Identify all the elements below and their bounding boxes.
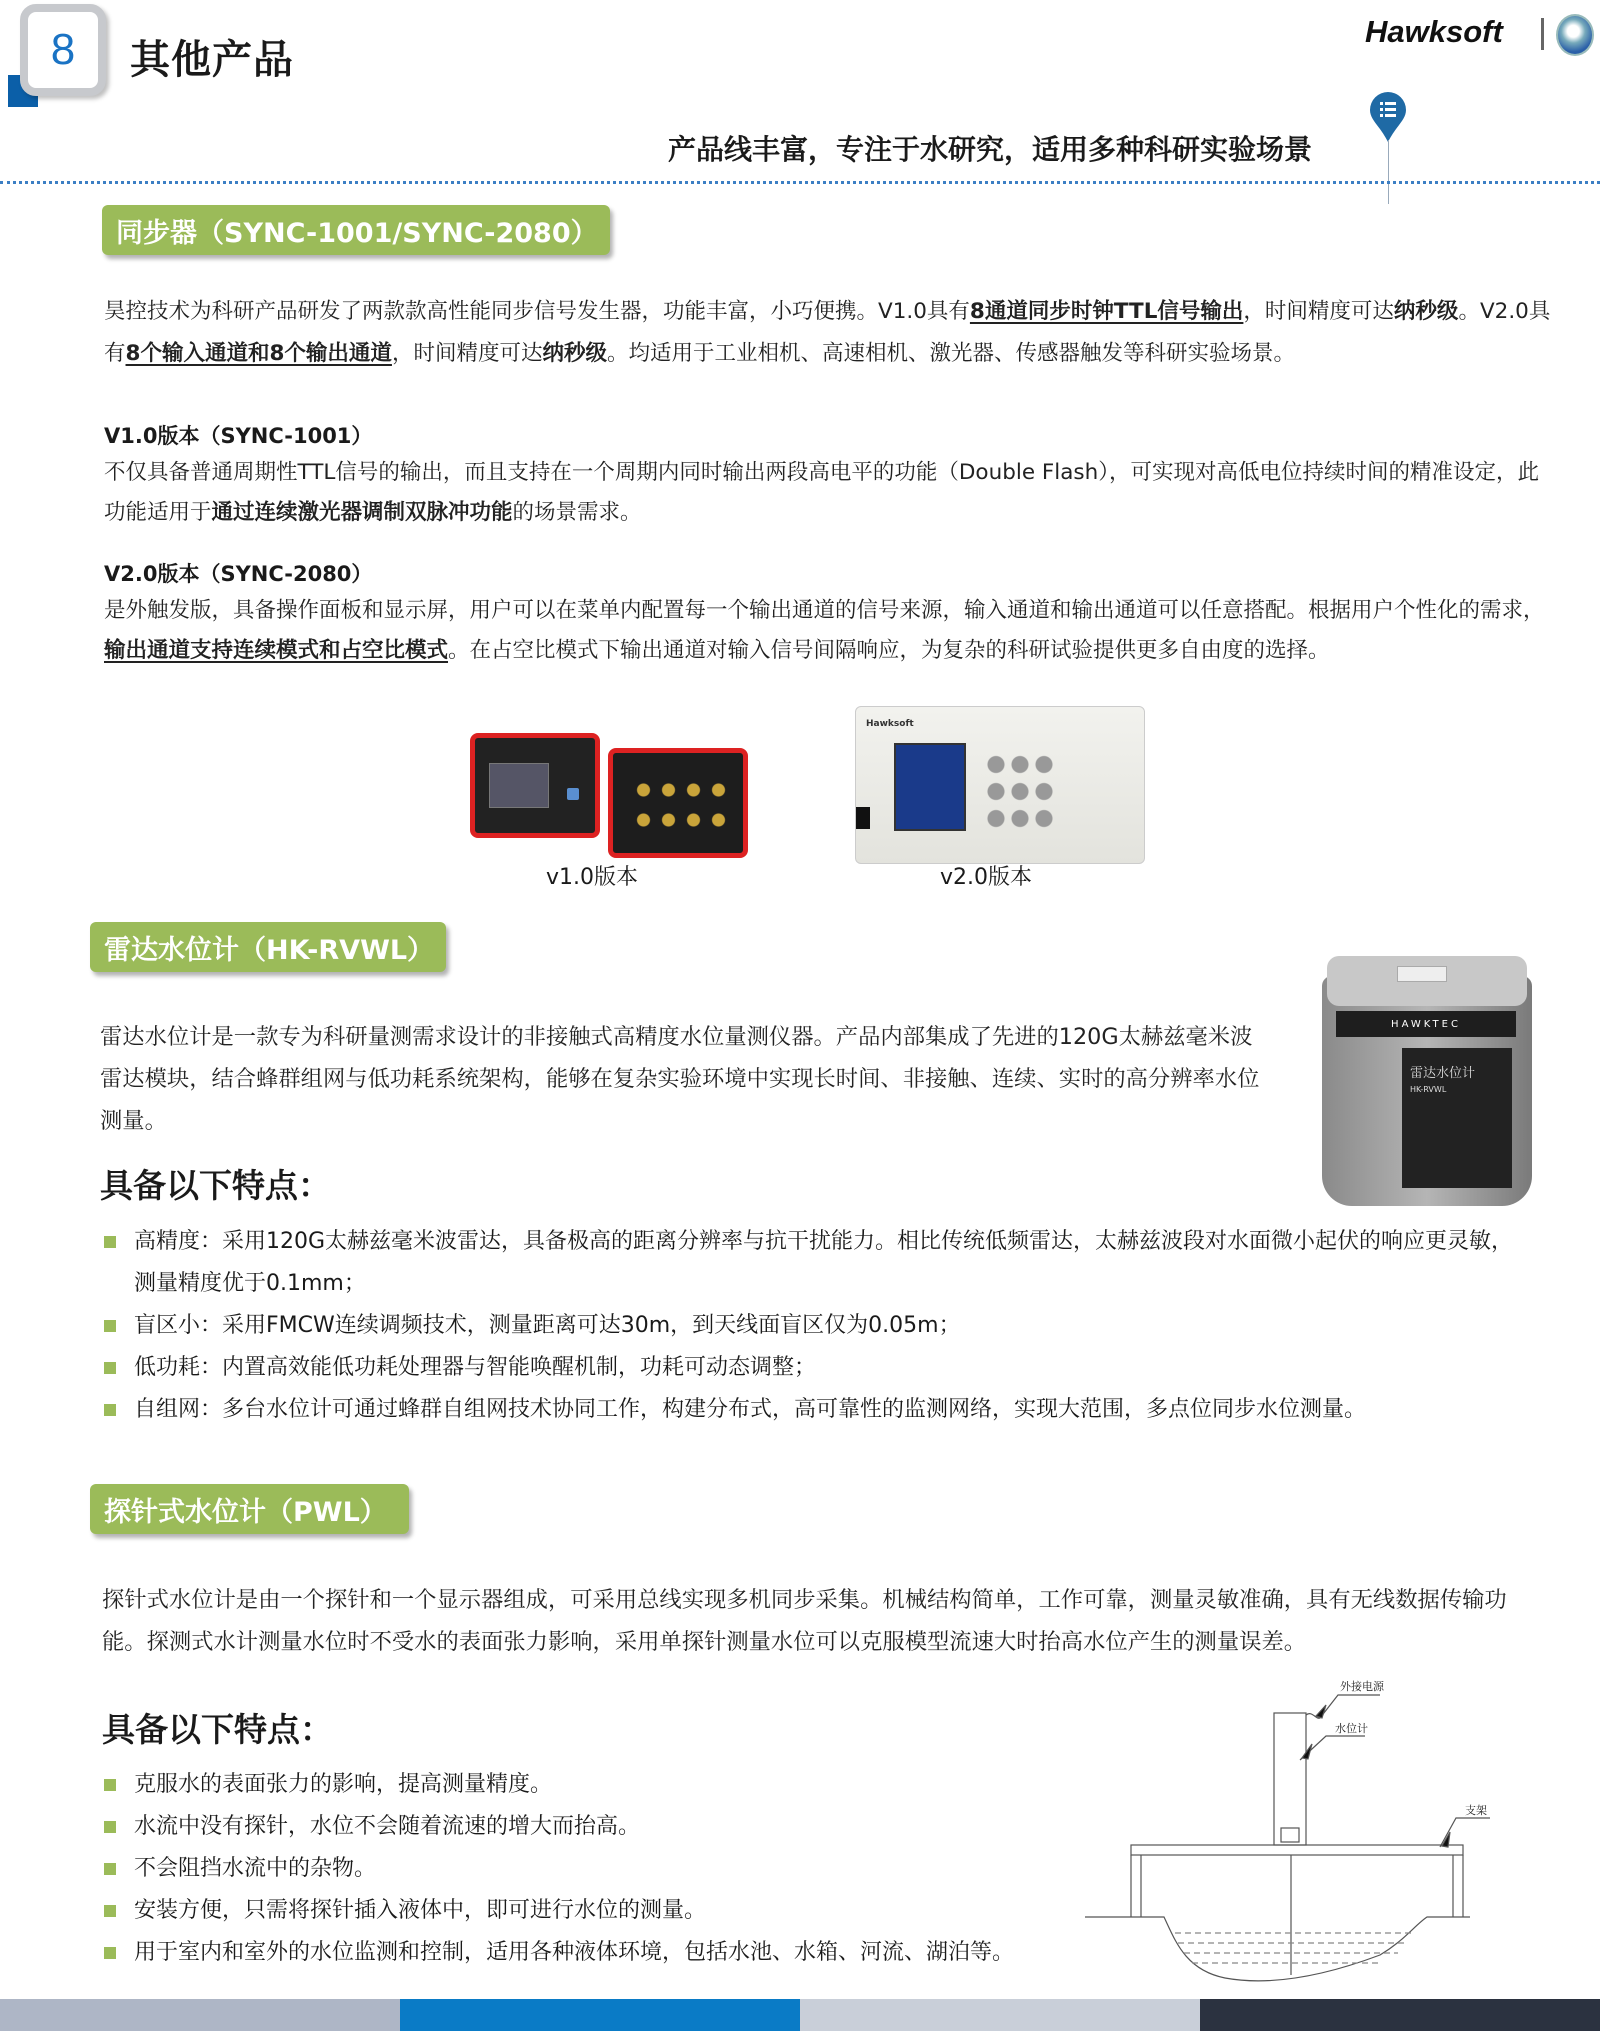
- v2-caption: v2.0版本: [939, 865, 1032, 890]
- text-run-emphasis: 8通道同步时钟TTL信号输出: [969, 299, 1244, 324]
- text-run-bold: 纳秒级: [542, 341, 607, 366]
- text-run: 的场景需求。: [512, 500, 642, 525]
- list-item: [104, 1890, 1104, 1932]
- section-title: 雷达水位计（HK-RVWL）: [104, 934, 435, 966]
- section-title: 同步器（SYNC-1001/SYNC-2080）: [116, 217, 598, 249]
- bullet-square-icon: [104, 1905, 116, 1917]
- v1-description: [104, 453, 1554, 533]
- text-run: 。均适用于工业相机、高速相机、激光器、传感器触发等科研实验场景。: [606, 341, 1295, 366]
- section-title: 探针式水位计（PWL）: [104, 1496, 387, 1528]
- radar-device-image: [1322, 956, 1532, 1206]
- v2-description: [104, 591, 1554, 671]
- list-item-text: 用于室内和室外的水位监测和控制，适用各种液体环境，包括水池、水箱、河流、湖泊等。: [134, 1940, 1015, 1965]
- list-item: [104, 1305, 1514, 1347]
- radar-device-model: HK-RVWL: [1410, 1085, 1447, 1094]
- support-beam: [1131, 1845, 1463, 1855]
- v2-device-screen: [894, 743, 966, 831]
- leader-arrowheads: [1302, 1705, 1450, 1847]
- section-header-probe: [90, 1484, 409, 1534]
- probe-intro: 探针式水位计是由一个探针和一个显示器组成，可采用总线实现多机同步采集。机械结构简单，工作可靠，测量灵敏准确，具有无线数据传输功能。探测式水计测量水位时不受水的表面张力影响，采用单探针测量水位可以克服模型流速大时抬高水位产生的测量误差。: [102, 1587, 1507, 1655]
- text-run-bold: 通过连续激光器调制双脉冲功能: [211, 500, 513, 525]
- text-run-emphasis: 输出通道支持连续模式和占空比模式: [104, 638, 449, 663]
- bullet-square-icon: [104, 1821, 116, 1833]
- label-gauge: 水位计: [1335, 1722, 1368, 1735]
- bullet-square-icon: [104, 1404, 116, 1416]
- v2-device-brand: Hawksoft: [866, 719, 914, 729]
- list-item-text: 安装方便，只需将探针插入液体中，即可进行水位的测量。: [134, 1898, 707, 1923]
- v1-heading: V1.0版本（SYNC-1001）: [104, 424, 373, 448]
- page-subtitle: 产品线丰富，专注于水研究，适用多种科研实验场景: [668, 133, 1313, 166]
- brand-divider: [1541, 18, 1544, 50]
- brand-logo-text: Hawksoft: [1365, 14, 1503, 49]
- radar-device-label: 雷达水位计: [1410, 1066, 1476, 1081]
- probe-installation-diagram: [1080, 1670, 1520, 1990]
- list-item-text: 自组网：多台水位计可通过蜂群自组网技术协同工作，构建分布式，高可靠性的监测网络，实现大范围，多点位同步水位测量。: [134, 1397, 1367, 1422]
- page-title: 其他产品: [130, 37, 294, 83]
- text-run-bold: 纳秒级: [1393, 299, 1459, 324]
- list-item-text: 水流中没有探针，水位不会随着流速的增大而抬高。: [134, 1814, 641, 1839]
- list-pin-icon: [1368, 92, 1408, 142]
- section-header-sync: [102, 205, 610, 255]
- text-run: 。V2.0具有: [104, 299, 1551, 366]
- pin-line: [1388, 140, 1389, 204]
- text-run: 。在占空比模式下输出通道对输入信号间隔响应，为复杂的科研试验提供更多自由度的选择。: [448, 638, 1330, 663]
- list-item-text: 低功耗：内置高效能低功耗处理器与智能唤醒机制，功耗可动态调整；: [134, 1355, 817, 1380]
- bullet-square-icon: [104, 1947, 116, 1959]
- bullet-square-icon: [104, 1863, 116, 1875]
- radar-feature-list: [104, 1221, 1514, 1431]
- list-item-text: 盲区小：采用FMCW连续调频技术，测量距离可达30m，到天线面盲区仅为0.05m；: [134, 1313, 961, 1338]
- v1-device-image: [470, 708, 750, 863]
- v2-heading: V2.0版本（SYNC-2080）: [104, 562, 373, 586]
- text-run: ，时间精度可达: [1243, 299, 1394, 324]
- water-lines: [1175, 1933, 1415, 1963]
- list-item: [104, 1389, 1514, 1431]
- bullet-square-icon: [104, 1236, 116, 1248]
- text-run: 是外触发版，具备操作面板和显示屏，用户可以在菜单内配置每一个输出通道的信号来源，输入通道和输出通道可以任意搭配。根据用户个性化的需求，: [104, 598, 1545, 623]
- bullet-square-icon: [104, 1779, 116, 1791]
- label-power: 外接电源: [1340, 1680, 1384, 1693]
- probe-feature-list: [104, 1764, 1104, 1974]
- probe-features-title: 具备以下特点：: [102, 1710, 333, 1749]
- list-item: [104, 1764, 1104, 1806]
- chapter-number: 8: [50, 25, 76, 74]
- footer-bar-segment-4: [1200, 1999, 1600, 2031]
- ground-and-pit: [1085, 1917, 1470, 1981]
- radar-device-top: [1327, 956, 1527, 1006]
- label-support: 支架: [1465, 1804, 1487, 1817]
- text-run: ，时间精度可达: [391, 341, 543, 366]
- radar-device-label-plate: [1402, 1048, 1512, 1188]
- list-item-text: 克服水的表面张力的影响，提高测量精度。: [134, 1772, 553, 1797]
- footer-bar-segment-2: [400, 1999, 800, 2031]
- footer-bar-segment-1: [0, 1999, 400, 2031]
- list-item-text: 高精度：采用120G太赫兹毫米波雷达，具备极高的距离分辨率与抗干扰能力。相比传统低频雷达，太赫兹波段对水面微小起伏的响应更灵敏，测量精度优于0.1mm；: [134, 1229, 1514, 1296]
- v1-device-unit-display: [470, 733, 600, 838]
- v1-device-unit-connectors: [608, 748, 748, 858]
- list-item: [104, 1221, 1514, 1305]
- list-item: [104, 1932, 1104, 1974]
- list-item: [104, 1347, 1514, 1389]
- section-header-radar: [90, 922, 446, 972]
- list-item: [104, 1806, 1104, 1848]
- v2-device-image: [855, 706, 1145, 864]
- label-leaders: [1300, 1695, 1490, 1847]
- gauge-pole: [1274, 1713, 1306, 1845]
- radar-device-brand: HAWKTEC: [1336, 1011, 1516, 1037]
- gauge-display: [1281, 1828, 1299, 1842]
- footer-bar-segment-3: [800, 1999, 1200, 2031]
- bullet-square-icon: [104, 1362, 116, 1374]
- radar-features-title: 具备以下特点：: [100, 1166, 331, 1205]
- sync-intro: [104, 291, 1554, 375]
- chapter-badge: [20, 4, 106, 96]
- radar-intro: 雷达水位计是一款专为科研量测需求设计的非接触式高精度水位量测仪器。产品内部集成了先进的120G太赫兹毫米波雷达模块，结合蜂群组网与低功耗系统架构，能够在复杂实验环境中实现长时间、非接触、连续、实时的高分辨率水位测量。: [100, 1024, 1260, 1134]
- bullet-square-icon: [104, 1320, 116, 1332]
- v1-caption: v1.0版本: [545, 865, 638, 890]
- v2-device-keypad: [984, 751, 1054, 831]
- list-item: [104, 1848, 1104, 1890]
- header-divider: [0, 181, 1600, 184]
- support-legs: [1131, 1855, 1463, 1917]
- text-run: 昊控技术为科研产品研发了两款款高性能同步信号发生器，功能丰富，小巧便携。V1.0具有: [104, 299, 970, 324]
- text-run: 不仅具备普通周期性TTL信号的输出，而且支持在一个周期内同时输出两段高电平的功能（Double Flash），可实现对高低电位持续时间的精准设定，此功能适用于: [104, 460, 1539, 525]
- brand-logo-icon: [1556, 14, 1594, 56]
- list-item-text: 不会阻挡水流中的杂物。: [134, 1856, 377, 1881]
- text-run-emphasis: 8个输入通道和8个输出通道: [125, 341, 392, 366]
